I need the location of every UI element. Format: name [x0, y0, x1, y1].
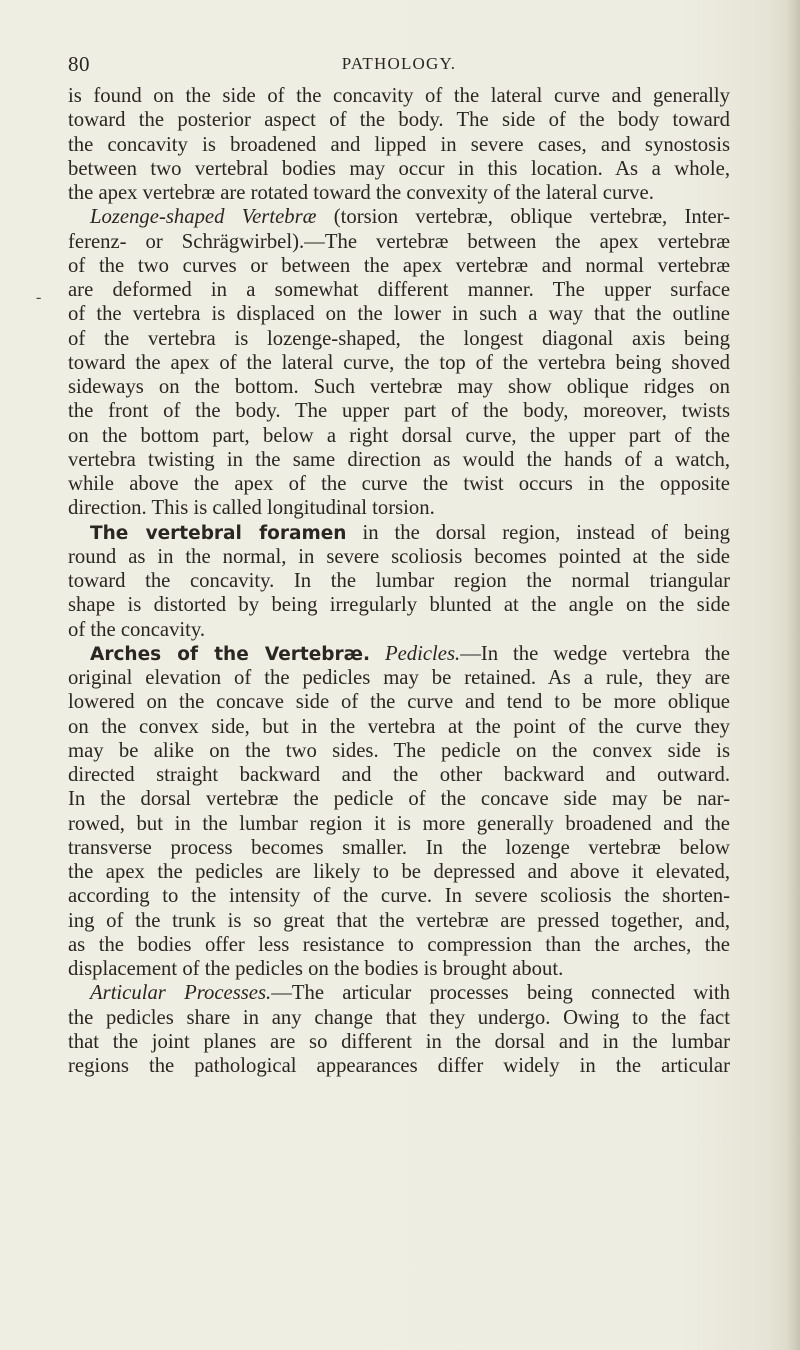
italic-heading: Articular Processes.: [90, 982, 272, 1005]
text-run: vertebra twisting in the same direction as would the hands of a watch,: [68, 448, 730, 471]
text-run: of the vertebra is lozenge-shaped, the longest diagonal axis being: [68, 327, 730, 350]
text-line: [68, 1030, 730, 1054]
paragraph: [68, 642, 730, 982]
margin-mark: -: [36, 289, 42, 306]
page-header: [68, 52, 730, 78]
text-line: [68, 957, 730, 981]
text-run: transverse process becomes smaller. In the lozenge vertebræ below: [68, 836, 730, 859]
text-run: the front of the body. The upper part of the body, moreover, twists: [68, 400, 730, 423]
text-run: —In the wedge vertebra the: [460, 642, 730, 665]
text-line: [68, 739, 730, 763]
text-run: on the convex side, but in the vertebra at the point of the curve they: [68, 715, 730, 738]
text-run: of the vertebra is displaced on the lower in such a way that the outline: [68, 303, 730, 326]
text-run: may be alike on the two sides. The pedicle on the convex side is: [68, 739, 730, 762]
text-line: [68, 569, 730, 593]
text-line: [68, 108, 730, 132]
text-line: [68, 375, 730, 399]
page-edge-shadow: [786, 0, 800, 1350]
text-line: [68, 302, 730, 326]
text-line: [68, 205, 730, 229]
paragraph: [68, 84, 730, 205]
paragraph: [68, 205, 730, 520]
italic-heading: Lozenge-shaped Vertebræ: [90, 206, 317, 229]
text-run: direction. This is called longitudinal torsion.: [68, 497, 435, 520]
text-run: that the joint planes are so different in the dorsal and in the lumbar: [68, 1030, 730, 1053]
text-line: [68, 763, 730, 787]
text-line: [68, 1006, 730, 1030]
page-number: 80: [68, 52, 90, 76]
text-line: [68, 424, 730, 448]
text-line: [68, 884, 730, 908]
text-line: [68, 327, 730, 351]
text-line: [68, 618, 730, 642]
text-run: In the dorsal vertebræ the pedicle of the concave side may be nar-: [68, 788, 730, 811]
text-line: [68, 157, 730, 181]
text-run: round as in the normal, in severe scoliosis becomes pointed at the side: [68, 545, 730, 568]
text-run: original elevation of the pedicles may be retained. As a rule, they are: [68, 667, 730, 689]
bold-heading: The vertebral foramen: [90, 522, 347, 544]
text-run: displacement of the pedicles on the bodies is brought about.: [68, 958, 564, 980]
text-run: sideways on the bottom. Such vertebræ may show oblique ridges on: [68, 376, 730, 398]
text-line: [68, 690, 730, 714]
running-head: PATHOLOGY.: [341, 54, 457, 73]
text-line: [68, 836, 730, 860]
text-line: [68, 448, 730, 472]
text-line: [68, 787, 730, 811]
italic-heading: Pedicles.: [384, 642, 461, 665]
text-run: rowed, but in the lumbar region it is more generally broadened and the: [68, 812, 730, 835]
text-run: in the dorsal region, instead of being: [346, 521, 730, 544]
text-line: [68, 230, 730, 254]
text-run: toward the posterior aspect of the body. The side of the body toward: [68, 109, 730, 132]
text-run: [370, 643, 385, 665]
text-line: [68, 181, 730, 205]
text-line: [68, 933, 730, 957]
text-run: as the bodies offer less resistance to compression than the arches, the: [68, 933, 730, 956]
text-line: [68, 909, 730, 933]
paragraph: [68, 981, 730, 1078]
text-line: [68, 666, 730, 690]
text-line: [68, 715, 730, 739]
text-run: while above the apex of the curve the twist occurs in the opposite: [68, 473, 730, 495]
text-line: [68, 472, 730, 496]
text-line: [68, 351, 730, 375]
text-run: of the concavity.: [68, 618, 206, 641]
text-run: directed straight backward and the other backward and outward.: [68, 764, 730, 786]
text-line: [68, 496, 730, 520]
text-run: the apex the pedicles are likely to be depressed and above it elevated,: [68, 861, 730, 883]
text-line: [68, 545, 730, 569]
bold-heading: Arches of the Vertebræ.: [90, 643, 371, 665]
text-run: toward the apex of the lateral curve, the top of the vertebra being shoved: [68, 351, 730, 374]
text-line: [68, 84, 730, 108]
text-line: [68, 860, 730, 884]
text-line: [68, 399, 730, 423]
text-line: [68, 521, 730, 545]
text-line: [68, 278, 730, 302]
text-line: [68, 133, 730, 157]
text-run: toward the concavity. In the lumbar region the normal triangular: [68, 570, 730, 592]
text-line: [68, 642, 730, 666]
text-run: the pedicles share in any change that they undergo. Owing to the fact: [68, 1006, 730, 1029]
paragraph: [68, 521, 730, 642]
text-run: ing of the trunk is so great that the vertebræ are pressed together, and,: [68, 909, 730, 932]
body-text: [68, 84, 730, 1078]
text-line: [68, 254, 730, 278]
text-run: of the two curves or between the apex vertebræ and normal vertebræ: [68, 254, 730, 277]
text-run: on the bottom part, below a right dorsal curve, the upper part of the: [68, 424, 730, 447]
text-run: ferenz- or Schrägwirbel).—The vertebræ between the apex vertebræ: [68, 230, 730, 253]
text-run: lowered on the concave side of the curve and tend to be more oblique: [68, 691, 730, 714]
text-run: (torsion vertebræ, oblique vertebræ, Inter-: [316, 206, 730, 229]
text-line: [68, 593, 730, 617]
text-run: is found on the side of the concavity of the lateral curve and generally: [68, 85, 730, 107]
text-line: [68, 981, 730, 1005]
text-run: regions the pathological appearances differ widely in the articular: [68, 1055, 730, 1077]
text-run: are deformed in a somewhat different manner. The upper surface: [68, 279, 730, 301]
text-line: [68, 812, 730, 836]
text-run: shape is distorted by being irregularly blunted at the angle on the side: [68, 594, 730, 617]
text-line: [68, 1054, 730, 1078]
text-run: according to the intensity of the curve. In severe scoliosis the shorten-: [68, 885, 730, 908]
text-run: —The articular processes being connected with: [271, 982, 730, 1005]
text-run: the apex vertebræ are rotated toward the convexity of the lateral curve.: [68, 182, 654, 204]
text-run: between two vertebral bodies may occur in this location. As a whole,: [68, 157, 730, 180]
text-run: the concavity is broadened and lipped in severe cases, and synostosis: [68, 133, 730, 156]
